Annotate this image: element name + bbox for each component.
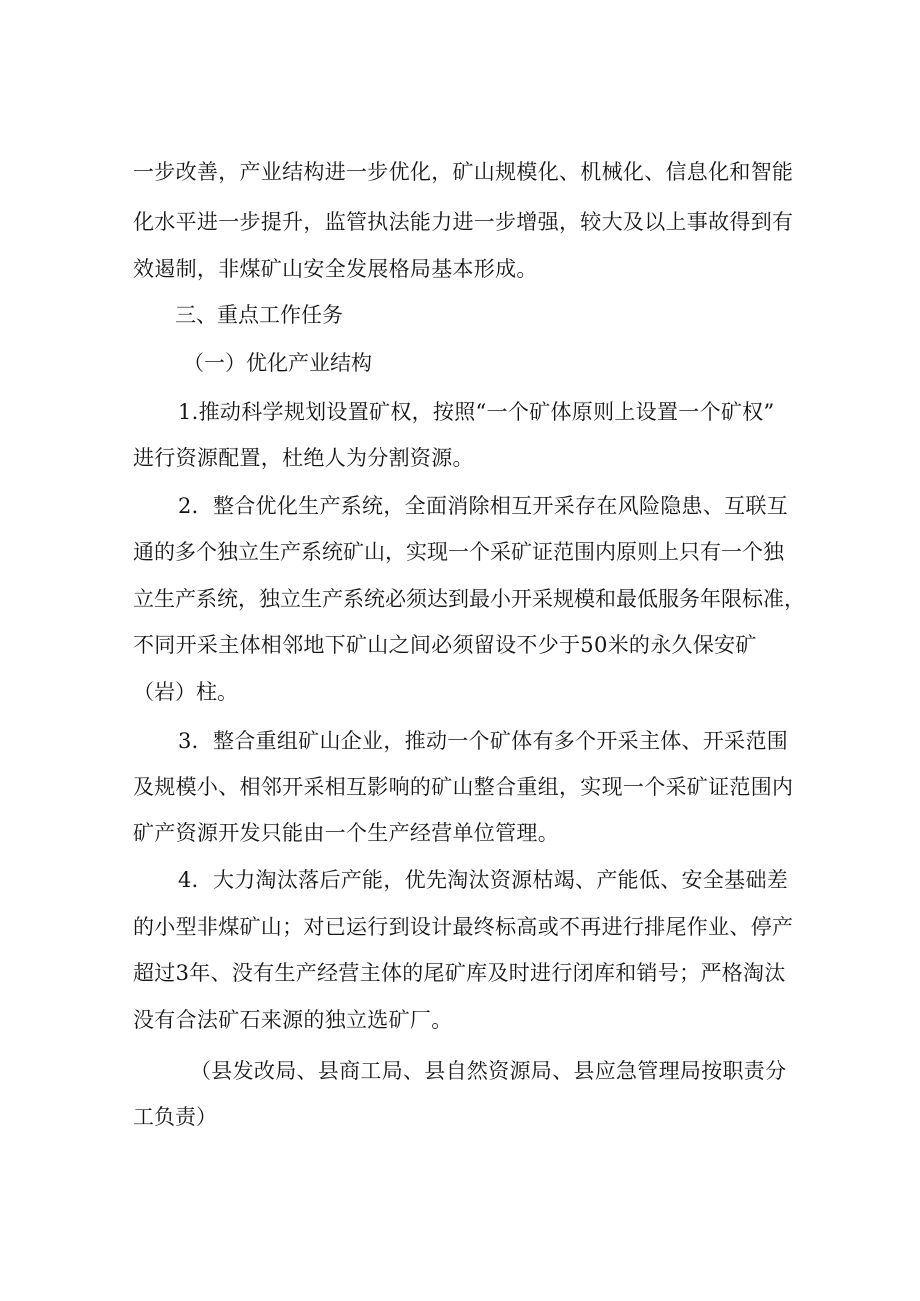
paragraph-line: 及规模小、相邻开采相互影响的矿山整合重组，实现一个采矿证范围内 [133,775,794,799]
paragraph-line: 超过3年、没有生产经营主体的尾矿库及时进行闭库和销号；严格淘汰 [133,961,786,985]
responsibility-note: 工负责） [133,1105,217,1129]
responsibility-note: （县发改局、县商工局、县自然资源局、县应急管理局按职责分 [190,1059,787,1083]
subsection-heading: （一）优化产业结构 [183,351,372,375]
paragraph-line: 效遏制，非煤矿山安全发展格局基本形成。 [133,257,538,281]
paragraph-line: 1.推动科学规划设置矿权，按照“一个矿体原则上设置一个矿权” [178,400,775,424]
paragraph-line: 化水平进一步提升，监管执法能力进一步增强，较大及以上事故得到有 [133,210,794,234]
paragraph-line: 不同开采主体相邻地下矿山之间必须留设不少于50米的永久保安矿 [133,633,757,657]
paragraph-line: 进行资源配置，杜绝人为分割资源。 [133,446,474,470]
paragraph-line: 一步改善，产业结构进一步优化，矿山规模化、机械化、信息化和智能 [133,160,794,184]
paragraph-line: 的小型非煤矿山；对已运行到设计最终标高或不再进行排尾作业、停产 [133,915,794,939]
paragraph-line: 矿产资源开发只能由一个生产经营单位管理。 [133,821,559,845]
paragraph-line: 3．整合重组矿山企业，推动一个矿体有多个开采主体、开采范围 [178,729,789,753]
paragraph-line: 通的多个独立生产系统矿山，实现一个采矿证范围内原则上只有一个独 [133,540,784,564]
paragraph-line: 立生产系统，独立生产系统必须达到最小开采规模和最低服务年限标准， [133,587,805,611]
paragraph-line: 2．整合优化生产系统，全面消除相互开采存在风险隐患、互联互 [178,494,789,518]
paragraph-line: （岩）柱。 [133,680,238,704]
section-heading: 三、重点工作任务 [175,303,343,327]
paragraph-line: 没有合法矿石来源的独立选矿厂。 [133,1008,453,1032]
paragraph-line: 4．大力淘汰落后产能，优先淘汰资源枯竭、产能低、安全基础差 [178,868,789,892]
